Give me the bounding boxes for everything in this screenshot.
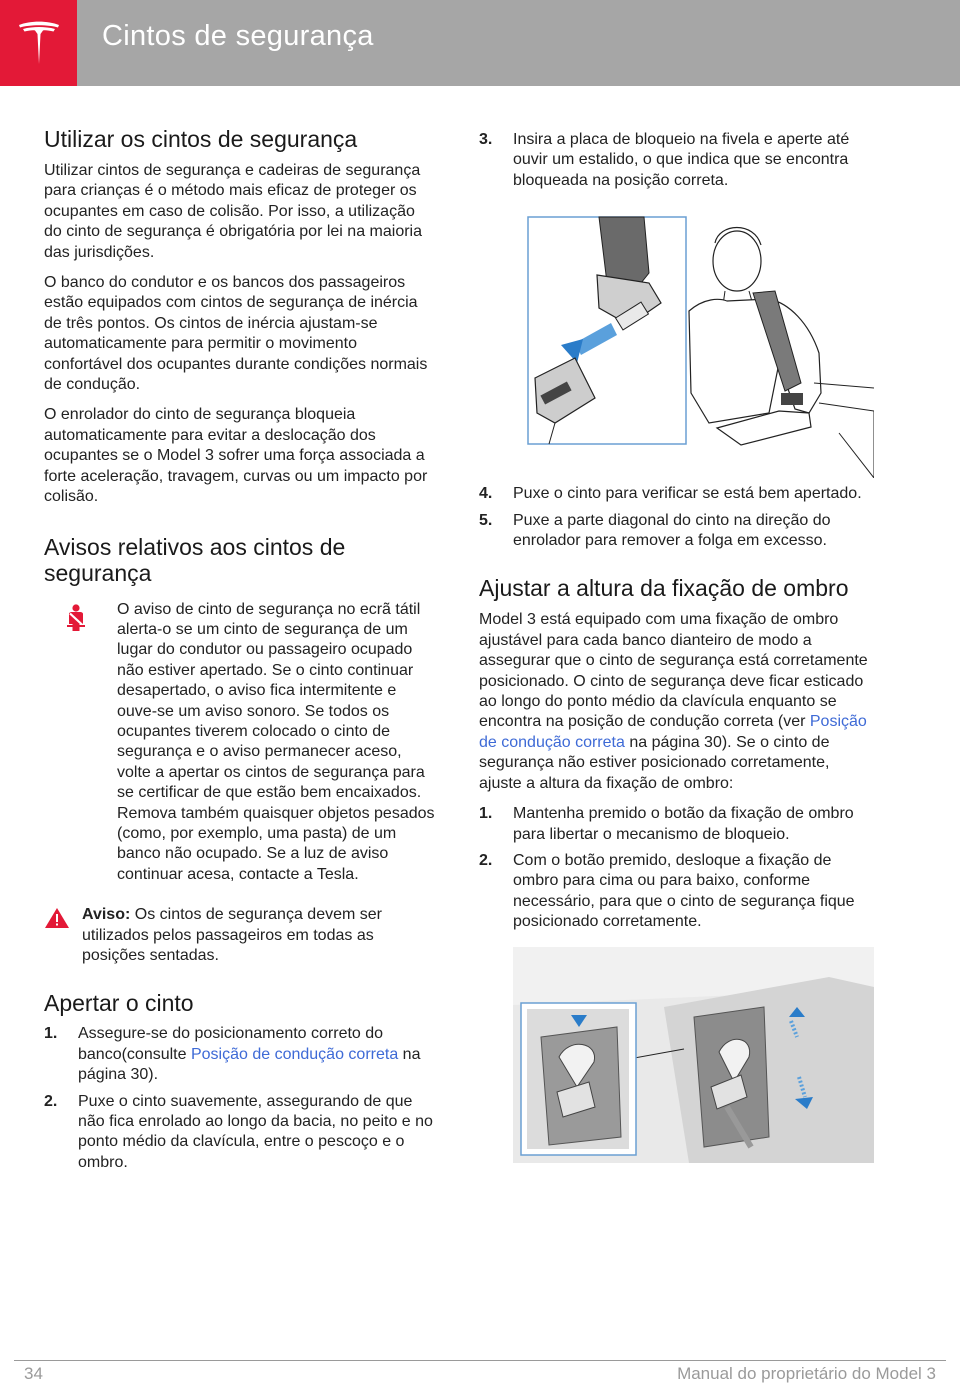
section-heading-fasten-belt: Apertar o cinto xyxy=(44,990,194,1017)
warning-triangle-icon xyxy=(44,907,70,929)
paragraph: O enrolador do cinto de segurança bloqueia automaticamente para evitar a deslocação dos ocupantes se o Model 3 sofrer uma força associada a forte aceleração, travagem, curvas ou um impacto por colisão. xyxy=(44,406,428,506)
list-item: 4. Puxe o cinto para verificar se está bem apertado. xyxy=(479,485,862,503)
paragraph: Model 3 está equipado com uma fixação de ombro ajustável para cada banco dianteiro de modo a assegurar que o cinto de segurança está corretamente posicionado. O cinto de segurança deve ficar esticado ao longo do ponto médio da clavícula enquanto se encontra na posição de condução correta (ver Posição de condução correta na página 30). Se o cinto de segurança não estiver posicionado corretamente, ajuste a altura da fixação de ombro: xyxy=(479,611,868,792)
link-driving-position[interactable]: Posição de condução correta xyxy=(190,1045,399,1063)
footer-title: Manual do proprietário do Model 3 xyxy=(677,1364,936,1383)
page-title: Cintos de segurança xyxy=(102,20,374,52)
shoulder-anchor-figure xyxy=(479,947,874,1163)
list-item: 3. Insira a placa de bloqueio na fivela e aperte até ouvir um estalido, o que indica que se encontra bloqueada na posição correta. xyxy=(479,131,850,189)
seatbelt-reminder-note xyxy=(44,600,436,886)
warning-block xyxy=(44,905,436,966)
list-item: 1. Assegure-se do posicionamento correto do banco(consulte Posição de condução correta na página 30). xyxy=(44,1025,421,1084)
paragraph: Utilizar cintos de segurança e cadeiras de segurança para crianças é o método mais eficaz de proteger os ocupantes em caso de colisão. Por isso, a utilização do cinto de segurança é obrigatória por lei na maioria das jurisdições. xyxy=(44,162,423,261)
note-text: O aviso de cinto de segurança no ecrã tátil alerta-o se um cinto de segurança de um lugar do condutor ou passageiro ocupado não estiver apertado. Se o cinto continuar desapertado, o aviso fica intermitente e ouve-se um aviso sonoro. Se todos os ocupantes tiverem colocado o cinto de segurança e o aviso permanecer aceso, volte a apertar os cintos de segurança para se certificar de que estão bem encaixados. Remova também quaisquer objetos pesados (como, por exemplo, uma pasta) de um banco não ocupado. Se a luz de aviso continuar acesa, contacte a Tesla. xyxy=(117,600,435,883)
buckle-illustration xyxy=(479,213,874,478)
section-heading-belt-warnings: Avisos relativos aos cintos de segurança xyxy=(44,533,346,586)
paragraph: O banco do condutor e os bancos dos passageiros estão equipados com cintos de segurança de inércia de três pontos. Os cintos de inércia ajustam-se automaticamente para permitir o movimento confortável dos ocupantes durante condições normais de condução. xyxy=(44,274,428,394)
section-heading-use-belts: Utilizar os cintos de segurança xyxy=(44,126,358,152)
shoulder-anchor-illustration xyxy=(479,947,874,1163)
page-header xyxy=(0,0,960,86)
page-number: 34 xyxy=(24,1364,43,1383)
left-column xyxy=(44,126,436,1179)
footer-divider xyxy=(14,1360,946,1361)
warning-label: Aviso: xyxy=(82,906,131,924)
section-heading-shoulder-anchor: Ajustar a altura da fixação de ombro xyxy=(479,575,849,602)
buckle-figure xyxy=(479,213,874,478)
list-item: 5. Puxe a parte diagonal do cinto na direção do enrolador para remover a folga em excesso. xyxy=(479,511,831,550)
tesla-logo-icon xyxy=(16,19,62,67)
seatbelt-warning-icon xyxy=(64,604,88,634)
right-column xyxy=(479,130,874,1163)
warning-text: Aviso: Os cintos de segurança devem ser utilizados pelos passageiros em todas as posições sentadas. xyxy=(82,906,382,964)
list-item: 2. Puxe o cinto suavemente, assegurando de que não fica enrolado ao longo da bacia, no peito e no ponto médio da clavícula, entre o pescoço e o ombro. xyxy=(44,1092,433,1171)
tesla-logo xyxy=(0,0,77,86)
list-item: 2. Com o botão premido, desloque a fixação de ombro para cima ou para baixo, conforme necessário, para que o cinto de segurança fique posicionado corretamente. xyxy=(479,851,855,931)
link-driving-position[interactable]: Posição de condução correta xyxy=(479,713,867,751)
list-item: 1. Mantenha premido o botão da fixação de ombro para libertar o mecanismo de bloqueio. xyxy=(479,805,854,843)
